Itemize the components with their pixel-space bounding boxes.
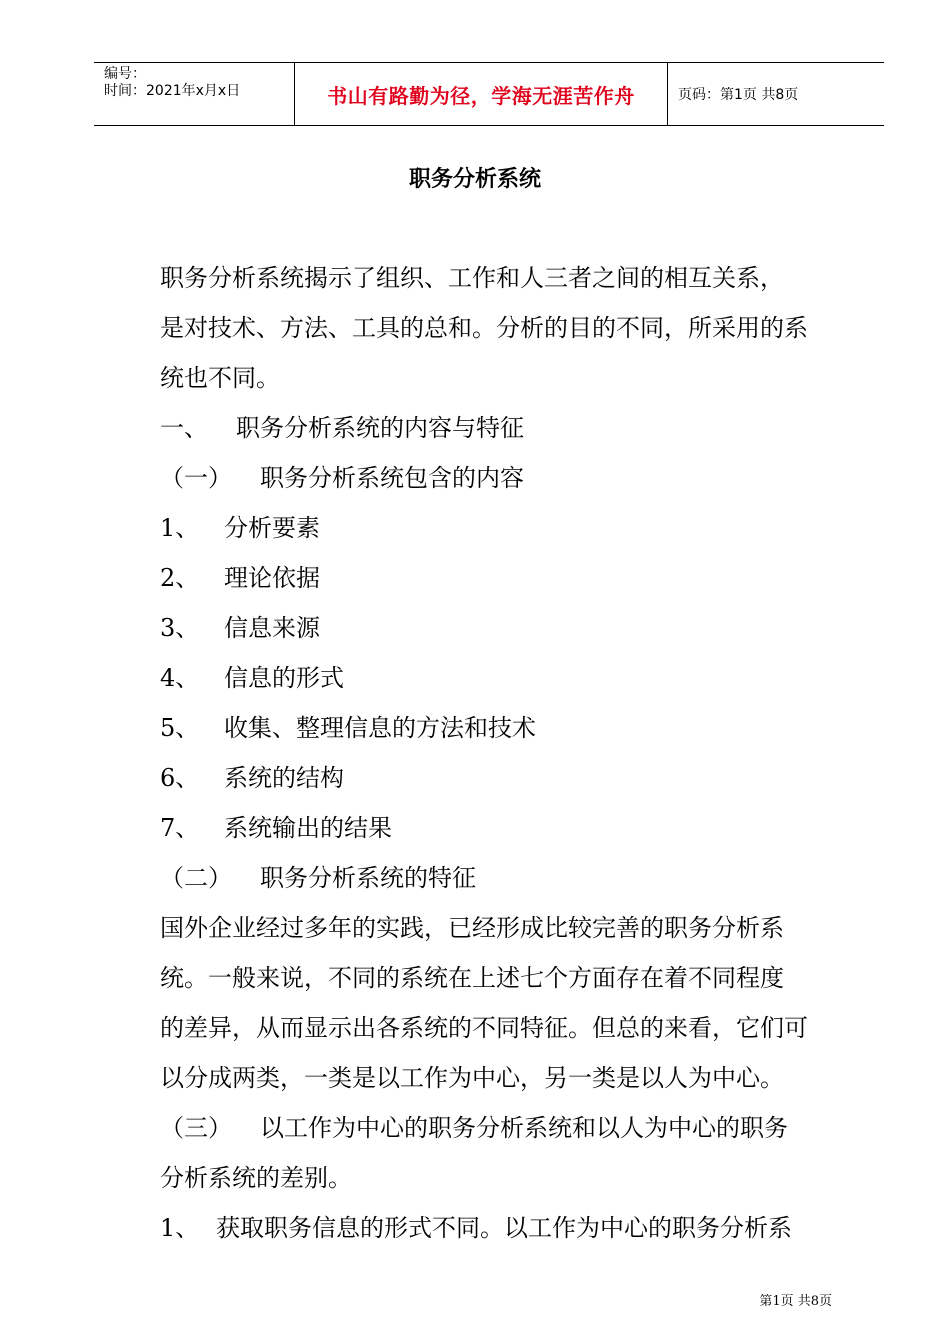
list-item-text: 系统输出的结果 (224, 814, 392, 842)
list-item-text: 信息来源 (224, 614, 320, 642)
list-item (160, 503, 822, 553)
subsection-number: （一） (160, 464, 232, 492)
list-item-text: 获取职务信息的形式不同。以工作为中心的职务分析系 (216, 1214, 792, 1242)
subsection-heading (160, 453, 822, 503)
list-item-text: 系统的结构 (224, 764, 344, 792)
list-item (160, 1203, 822, 1253)
intro-line: 统也不同。 (160, 364, 280, 392)
header-motto: 书山有路勤为径，学海无涯苦作舟 (327, 83, 635, 108)
list-item-text: 分析要素 (224, 514, 320, 542)
header-code-label: 编号： (104, 66, 146, 82)
intro-line: 是对技术、方法、工具的总和。分析的目的不同，所采用的系 (160, 314, 808, 342)
list-item-text: 理论依据 (224, 564, 320, 592)
list-item-text: 收集、整理信息的方法和技术 (224, 714, 536, 742)
paragraph-line: 的差异，从而显示出各系统的不同特征。但总的来看，它们可 (160, 1014, 808, 1042)
header-page-cell (668, 63, 884, 125)
header-meta (94, 63, 295, 125)
list-item (160, 803, 822, 853)
section-text: 职务分析系统的内容与特征 (236, 414, 524, 442)
subsection-text: 以工作为中心的职务分析系统和以人为中心的职务 (260, 1114, 788, 1142)
subsection-number: （二） (160, 864, 232, 892)
list-item (160, 603, 822, 653)
list-item (160, 703, 822, 753)
section-number: 一、 (160, 414, 208, 442)
list-item (160, 753, 822, 803)
paragraph-line: 以分成两类，一类是以工作为中心，另一类是以人为中心。 (160, 1064, 784, 1092)
list-item-number: 1、 (160, 514, 200, 542)
paragraph-line: 统。一般来说，不同的系统在上述七个方面存在着不同程度 (160, 964, 784, 992)
list-item (160, 653, 822, 703)
header-page-label: 页码：第1页 共8页 (678, 87, 799, 103)
intro-line: 职务分析系统揭示了组织、工作和人三者之间的相互关系， (160, 264, 784, 292)
list-item-number: 2、 (160, 564, 200, 592)
document-title: 职务分析系统 (408, 167, 541, 192)
subsection-continuation: 分析系统的差别。 (160, 1164, 352, 1192)
list-item-number: 3、 (160, 614, 200, 642)
header-motto-cell (295, 63, 668, 125)
list-item-number: 4、 (160, 664, 200, 692)
subsection-number: （三） (160, 1114, 232, 1142)
subsection-heading (160, 1103, 822, 1153)
list-item (160, 553, 822, 603)
document-body (160, 253, 822, 1253)
header-time-label: 时间：2021年x月x日 (104, 83, 241, 99)
subsection-text: 职务分析系统的特征 (260, 864, 476, 892)
paragraph-line: 国外企业经过多年的实践，已经形成比较完善的职务分析系 (160, 914, 784, 942)
list-item-text: 信息的形式 (224, 664, 344, 692)
subsection-heading (160, 853, 822, 903)
list-item-number: 5、 (160, 714, 200, 742)
section-heading (160, 403, 822, 453)
list-item-number: 7、 (160, 814, 200, 842)
list-item-number: 1、 (160, 1214, 200, 1242)
subsection-text: 职务分析系统包含的内容 (260, 464, 524, 492)
page-header (94, 62, 884, 126)
page-footer: 第1页 共8页 (759, 1294, 832, 1309)
list-item-number: 6、 (160, 764, 200, 792)
